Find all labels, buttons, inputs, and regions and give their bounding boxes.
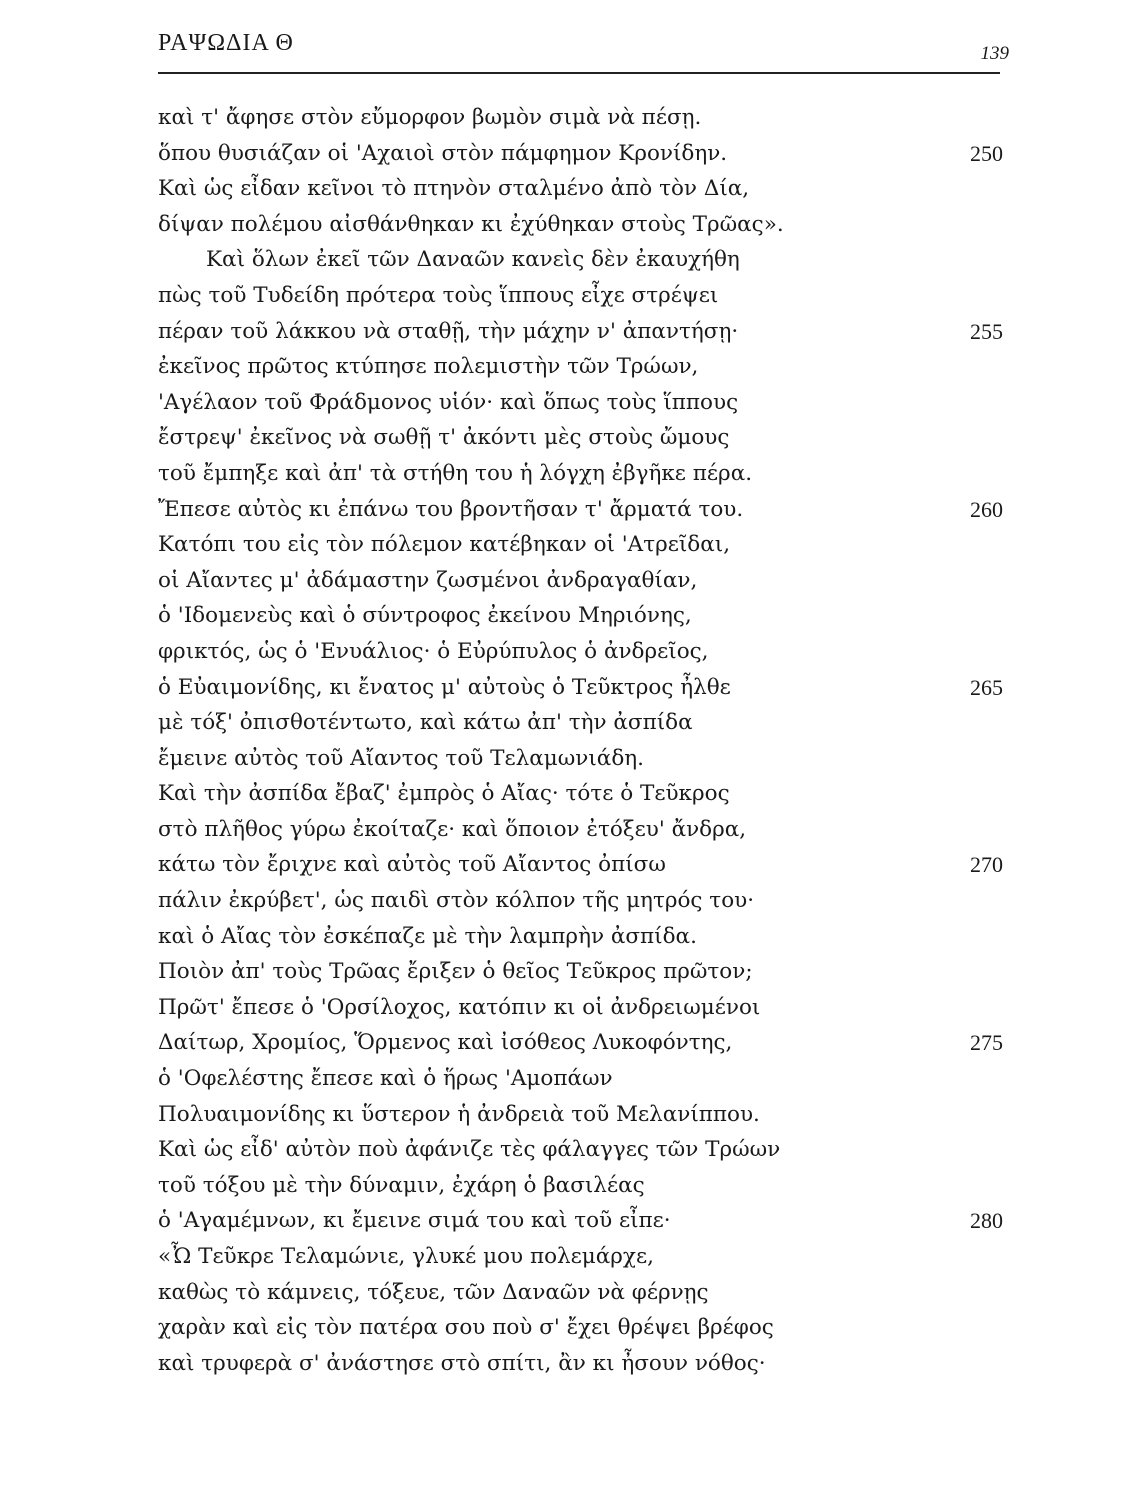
verse-line xyxy=(158,1239,1003,1275)
verse-text: φρικτός, ὡς ὁ 'Ενυάλιος· ὁ Εὐρύπυλος ὁ ἀνδρεῖος, xyxy=(158,638,709,664)
verse-text: ὁ 'Οφελέστης ἔπεσε καὶ ὁ ἥρως 'Αμοπάων xyxy=(158,1066,613,1092)
verse-text: τοῦ ἔμπηξε καὶ ἀπ' τὰ στήθη του ἡ λόγχη ἐβγῆκε πέρα. xyxy=(158,460,753,486)
verse-text: Καὶ ὅλων ἐκεῖ τῶν Δαναῶν κανεὶς δὲν ἐκαυχήθη xyxy=(206,247,740,273)
verse-text: πέραν τοῦ λάκκου νὰ σταθῇ, τὴν μάχην ν' ἀπαντήσῃ· xyxy=(158,318,739,344)
verse-text: ἔστρεψ' ἐκεῖνος νὰ σωθῇ τ' ἀκόντι μὲς στοὺς ὤμους xyxy=(158,425,730,451)
verse-line xyxy=(158,812,1003,848)
verse-line xyxy=(158,1203,1003,1239)
verse-line xyxy=(158,492,1003,528)
verse-text: καὶ τ' ἄφησε στὸν εὔμορφον βωμὸν σιμὰ νὰ πέσῃ. xyxy=(158,105,702,130)
verse-line xyxy=(158,847,1003,883)
verse-line xyxy=(158,527,1003,563)
line-number: 270 xyxy=(970,852,1003,878)
verse-line xyxy=(158,776,1003,812)
verse-text: Καὶ ὡς εἶδ' αὐτὸν ποὺ ἀφάνιζε τὲς φάλαγγες τῶν Τρώων xyxy=(158,1137,781,1163)
verse-line xyxy=(158,1132,1003,1168)
verse-line xyxy=(158,136,1003,172)
running-head: ΡΑΨΩΔΙΑ Θ xyxy=(158,30,294,56)
verse-text: ἔμεινε αὐτὸς τοῦ Αἴαντος τοῦ Τελαμωνιάδη. xyxy=(158,745,644,771)
verse-text: «Ὦ Τεῦκρε Τελαμώνιε, γλυκέ μου πολεμάρχε, xyxy=(158,1244,654,1269)
verse-text: τοῦ τόξου μὲ τὴν δύναμιν, ἐχάρη ὁ βασιλέας xyxy=(158,1172,645,1198)
line-number: 280 xyxy=(970,1208,1003,1234)
verse-text: Πρῶτ' ἔπεσε ὁ 'Ορσίλοχος, κατόπιν κι οἱ ἀνδρειωμένοι xyxy=(158,994,761,1020)
verse-text: ὁ 'Αγαμέμνων, κι ἔμεινε σιμά του καὶ τοῦ εἶπε· xyxy=(158,1208,671,1234)
verse-text: Καὶ τὴν ἀσπίδα ἔβαζ' ἐμπρὸς ὁ Αἴας· τότε ὁ Τεῦκρος xyxy=(158,781,730,807)
verse-line xyxy=(158,954,1003,990)
verse-text: Πολυαιμονίδης κι ὕστερον ἡ ἀνδρειὰ τοῦ Μελανίππου. xyxy=(158,1101,760,1127)
verse-text: ὁ 'Ιδομενεὺς καὶ ὁ σύντροφος ἐκείνου Μηριόνης, xyxy=(158,603,692,629)
verse-text: οἱ Αἴαντες μ' ἀδάμαστην ζωσμένοι ἀνδραγαθίαν, xyxy=(158,567,698,593)
verse-text: ὁ Εὐαιμονίδης, κι ἔνατος μ' αὐτοὺς ὁ Τεῦκτρος ἦλθε xyxy=(158,674,731,700)
verse-text: στὸ πλῆθος γύρω ἐκοίταζε· καὶ ὅποιον ἐτόξευ' ἄνδρα, xyxy=(158,816,747,842)
verse-line xyxy=(158,741,1003,777)
verse-text: πάλιν ἐκρύβετ', ὡς παιδὶ στὸν κόλπον τῆς μητρός του· xyxy=(158,888,755,914)
verse-line xyxy=(158,1097,1003,1133)
verse-line xyxy=(158,670,1003,706)
verse-line xyxy=(158,919,1003,955)
verse-text: κάτω τὸν ἔριχνε καὶ αὐτὸς τοῦ Αἴαντος ὀπίσω xyxy=(158,852,666,878)
verse-text: Ποιὸν ἀπ' τοὺς Τρῶας ἔριξεν ὁ θεῖος Τεῦκρος πρῶτον; xyxy=(158,959,753,985)
verse-line xyxy=(158,207,1003,243)
verse-text: καὶ ὁ Αἴας τὸν ἐσκέπαζε μὲ τὴν λαμπρὴν ἀσπίδα. xyxy=(158,923,697,949)
verse-line xyxy=(158,456,1003,492)
verse-text: πὼς τοῦ Τυδείδη πρότερα τοὺς ἵππους εἶχε στρέψει xyxy=(158,282,719,308)
verse-text: Κατόπι του εἰς τὸν πόλεμον κατέβηκαν οἱ 'Ατρεῖδαι, xyxy=(158,532,731,558)
verse-line xyxy=(158,420,1003,456)
verse-text: χαρὰν καὶ εἰς τὸν πατέρα σου ποὺ σ' ἔχει θρέψει βρέφος xyxy=(158,1315,774,1341)
verse-line xyxy=(158,990,1003,1026)
verse-line xyxy=(158,598,1003,634)
verse-line xyxy=(158,563,1003,599)
verse-line xyxy=(158,1346,1003,1382)
verse-line xyxy=(158,1310,1003,1346)
line-number: 260 xyxy=(970,496,1003,522)
line-number: 250 xyxy=(970,140,1003,166)
verse-line xyxy=(158,883,1003,919)
verse-line xyxy=(158,171,1003,207)
verse-text: Δαίτωρ, Χρομίος, Ὅρμενος καὶ ἰσόθεος Λυκοφόντης, xyxy=(158,1030,733,1056)
verse-text: 'Αγέλαον τοῦ Φράδμονος υἱόν· καὶ ὅπως τοὺς ἵππους xyxy=(158,389,739,415)
line-number: 265 xyxy=(970,674,1003,700)
verse-line xyxy=(158,634,1003,670)
verse-text: Καὶ ὡς εἶδαν κεῖνοι τὸ πτηνὸν σταλμένο ἀπὸ τὸν Δία, xyxy=(158,176,750,202)
verse-text: καθὼς τὸ κάμνεις, τόξευε, τῶν Δαναῶν νὰ φέρνῃς xyxy=(158,1279,709,1305)
verse-text: μὲ τόξ' ὀπισθοτέντωτο, καὶ κάτω ἀπ' τὴν ἀσπίδα xyxy=(158,710,693,736)
page-number: 139 xyxy=(980,43,1009,64)
verse-line xyxy=(158,1061,1003,1097)
verse-line xyxy=(158,1275,1003,1311)
header-rule xyxy=(158,72,1000,74)
verse-line xyxy=(158,278,1003,314)
line-number: 275 xyxy=(970,1030,1003,1056)
verse-line xyxy=(158,385,1003,421)
verse-line xyxy=(158,100,1003,136)
verse-line xyxy=(158,1025,1003,1061)
verse-list xyxy=(158,100,1003,1381)
verse-text: ἐκεῖνος πρῶτος κτύπησε πολεμιστὴν τῶν Τρώων, xyxy=(158,354,699,380)
verse-text: καὶ τρυφερὰ σ' ἀνάστησε στὸ σπίτι, ἂν κι ἦσουν νόθος· xyxy=(158,1350,766,1376)
verse-text: Ἔπεσε αὐτὸς κι ἐπάνω του βροντῆσαν τ' ἄρματά του. xyxy=(158,496,744,522)
verse-line xyxy=(158,349,1003,385)
verse-text: δίψαν πολέμου αἰσθάνθηκαν κι ἐχύθηκαν στοὺς Τρῶας». xyxy=(158,211,784,237)
verse-line xyxy=(158,242,1003,278)
verse-line xyxy=(158,314,1003,350)
line-number: 255 xyxy=(970,318,1003,344)
verse-text: ὅπου θυσιάζαν οἱ 'Αχαιοὶ στὸν πάμφημον Κρονίδην. xyxy=(158,140,728,166)
verse-line xyxy=(158,1168,1003,1204)
verse-line xyxy=(158,705,1003,741)
